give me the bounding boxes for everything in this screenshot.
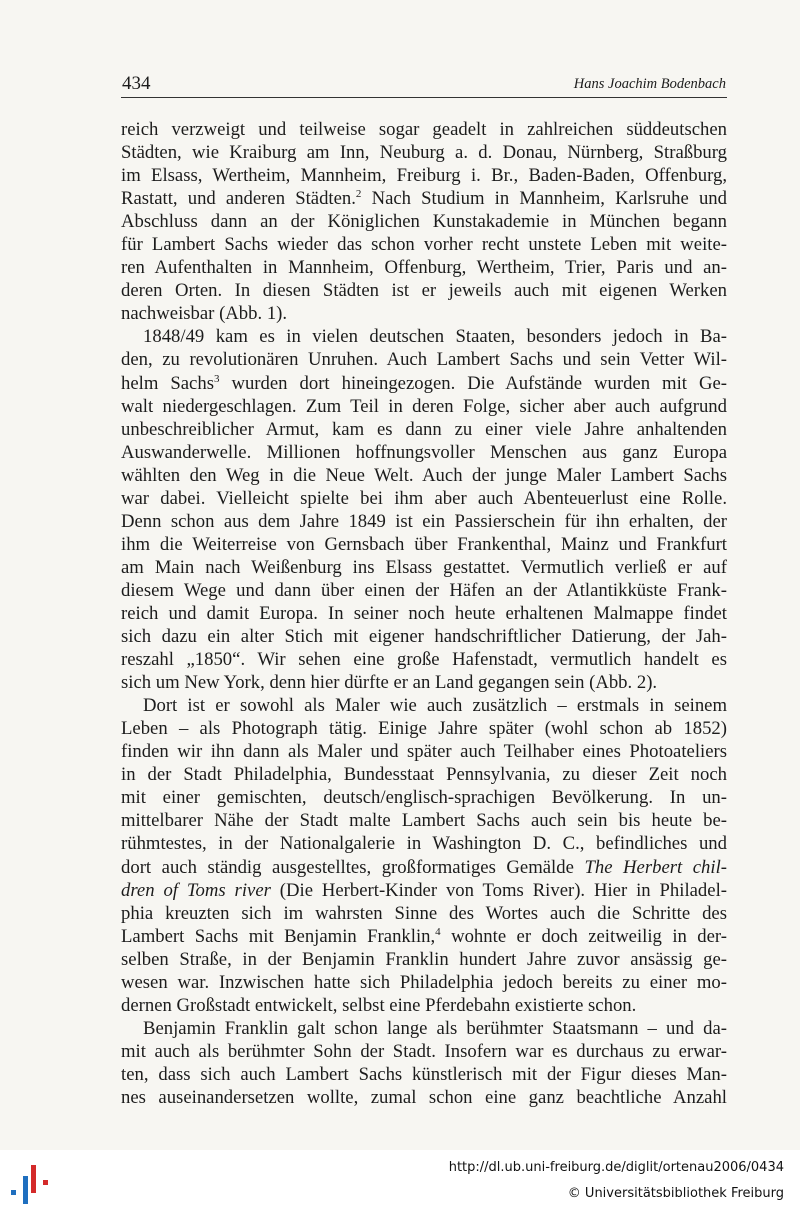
text-line: ihm die Weiterreise von Gernsbach über Frankenthal, Mainz und Frankfurt bbox=[121, 533, 727, 555]
text-line: Abschluss dann an der Königlichen Kunstakademie in München begann bbox=[121, 211, 727, 233]
text-line: nachweisbar (Abb. 1). bbox=[121, 303, 288, 325]
footnote-ref: 2 bbox=[355, 188, 362, 201]
text-line: dernen Großstadt entwickelt, selbst eine Pferdebahn existierte schon. bbox=[121, 994, 637, 1016]
logo-bar bbox=[23, 1176, 28, 1204]
text-line bbox=[121, 925, 727, 948]
body-text bbox=[121, 118, 727, 1109]
text-line: für Lambert Sachs wieder das schon vorher recht unstete Leben mit weite- bbox=[121, 234, 727, 256]
footer-bar bbox=[0, 1150, 800, 1212]
text-line: deren Orten. In diesen Städten ist er jeweils auch mit eigenen Werken bbox=[121, 280, 727, 302]
text-segment: Nach Studium in Mannheim, Karlsruhe und bbox=[361, 188, 727, 210]
text-segment: (Die Herbert-Kinder von Toms River). Hier in Philadel- bbox=[270, 879, 727, 901]
artwork-title: dren of Toms river bbox=[121, 879, 271, 901]
text-line: war dabei. Vielleicht spielte bei ihm aber auch Abenteuerlust eine Rolle. bbox=[121, 487, 727, 509]
text-line bbox=[121, 879, 727, 902]
text-line: Dort ist er sowohl als Maler wie auch zusätzlich – erstmals in seinem bbox=[143, 695, 727, 717]
text-segment: helm Sachs bbox=[121, 372, 214, 394]
source-url[interactable]: http://dl.ub.uni-freiburg.de/diglit/ortenau2006/0434 bbox=[448, 1160, 784, 1175]
footnote-ref: 3 bbox=[213, 372, 220, 385]
text-segment: Lambert Sachs mit Benjamin Franklin, bbox=[121, 925, 436, 947]
text-line: Auswanderwelle. Millionen hoffnungsvoller Menschen aus ganz Europa bbox=[121, 441, 727, 463]
text-line: mittelbarer Nähe der Stadt malte Lambert Sachs auch sein bis heute be- bbox=[121, 810, 727, 832]
text-line bbox=[121, 372, 727, 395]
text-line: wesen war. Inzwischen hatte sich Philadelphia jedoch bereits zu einer mo- bbox=[121, 971, 727, 993]
text-line: phia kreuzten sich im wahrsten Sinne des Wortes auch die Schritte des bbox=[121, 902, 727, 924]
text-line: den, zu revolutionären Unruhen. Auch Lambert Sachs und sein Vetter Wil- bbox=[121, 349, 727, 371]
text-line: sich dazu ein alter Stich mit eigener handschriftlicher Datierung, der Jah- bbox=[121, 626, 727, 648]
text-line: Benjamin Franklin galt schon lange als berühmter Staatsmann – und da- bbox=[143, 1017, 727, 1039]
text-line: im Elsass, Wertheim, Mannheim, Freiburg i. Br., Baden-Baden, Offenburg, bbox=[121, 165, 727, 187]
text-line: Denn schon aus dem Jahre 1849 ist ein Passierschein für ihn erhalten, der bbox=[121, 510, 727, 532]
footnote-ref: 4 bbox=[435, 925, 441, 938]
text-line: unbeschreiblicher Armut, kam es dann zu einer viele Jahre anhaltenden bbox=[121, 418, 727, 440]
text-line bbox=[121, 187, 727, 210]
artwork-title: The Herbert chil- bbox=[584, 856, 728, 878]
text-line: reszahl „1850“. Wir sehen eine große Hafenstadt, vermutlich handelt es bbox=[121, 649, 727, 671]
text-line: reich verzweigt und teilweise sogar geadelt in zahlreichen süddeutschen bbox=[121, 119, 727, 140]
text-line: Leben – als Photograph tätig. Einige Jahre später (wohl schon ab 1852) bbox=[121, 718, 727, 740]
text-line: wählten den Weg in die Neue Welt. Auch der junge Maler Lambert Sachs bbox=[121, 464, 727, 486]
text-line: mit einer gemischten, deutsch/englisch-sprachigen Bevölkerung. In un- bbox=[121, 787, 727, 809]
logo-bar bbox=[31, 1165, 36, 1193]
copyright-notice: © Universitätsbibliothek Freiburg bbox=[567, 1186, 784, 1201]
text-line: ren Aufenthalten in Mannheim, Offenburg, Wertheim, Trier, Paris und an- bbox=[121, 257, 727, 279]
text-segment: wurden dort hineingezogen. Die Aufstände wurden mit Ge- bbox=[219, 372, 727, 394]
text-line: Städten, wie Kraiburg am Inn, Neuburg a. d. Donau, Nürnberg, Straßburg bbox=[121, 142, 727, 164]
text-line: am Main nach Weißenburg ins Elsass gestattet. Vermutlich verließ er auf bbox=[121, 556, 727, 578]
library-logo-icon bbox=[10, 1162, 52, 1206]
text-line bbox=[121, 856, 727, 879]
text-line: rühmtestes, in der Nationalgalerie in Washington D. C., befindliches und bbox=[121, 833, 727, 855]
text-line: selben Straße, in der Benjamin Franklin hundert Jahre zuvor ansässig ge- bbox=[121, 948, 727, 970]
text-line: ten, dass sich auch Lambert Sachs künstlerisch mit der Figur dieses Man- bbox=[121, 1063, 727, 1085]
text-line: reich und damit Europa. In seiner noch heute erhaltenen Malmappe findet bbox=[121, 602, 727, 624]
text-line: mit auch als berühmter Sohn der Stadt. Insofern war es durchaus zu erwar- bbox=[121, 1040, 727, 1062]
page-number: 434 bbox=[122, 73, 151, 94]
text-segment: wohnte er doch zeitweilig in der- bbox=[440, 925, 727, 947]
text-line: diesem Wege und dann über einen der Häfen an der Atlantikküste Frank- bbox=[121, 579, 727, 601]
text-line: nes auseinandersetzen wollte, zumal schon eine ganz beachtliche Anzahl bbox=[121, 1086, 727, 1108]
logo-square bbox=[11, 1190, 16, 1195]
text-line: sich um New York, denn hier dürfte er an Land gegangen sein (Abb. 2). bbox=[121, 672, 658, 694]
logo-square bbox=[43, 1180, 48, 1185]
text-line: in der Stadt Philadelphia, Bundesstaat Pennsylvania, zu dieser Zeit noch bbox=[121, 764, 727, 786]
text-line: finden wir ihn dann als Maler und später auch Teilhaber eines Photoateliers bbox=[121, 741, 727, 763]
header-rule bbox=[121, 97, 727, 98]
text-line: 1848/49 kam es in vielen deutschen Staaten, besonders jedoch in Ba- bbox=[143, 326, 727, 348]
running-head: Hans Joachim Bodenbach bbox=[573, 76, 726, 92]
text-segment: Rastatt, und anderen Städten. bbox=[121, 188, 356, 210]
text-segment: dort auch ständig ausgestelltes, großformatiges Gemälde bbox=[121, 856, 574, 878]
text-line: walt niedergeschlagen. Zum Teil in deren Folge, sicher aber auch aufgrund bbox=[121, 395, 727, 417]
